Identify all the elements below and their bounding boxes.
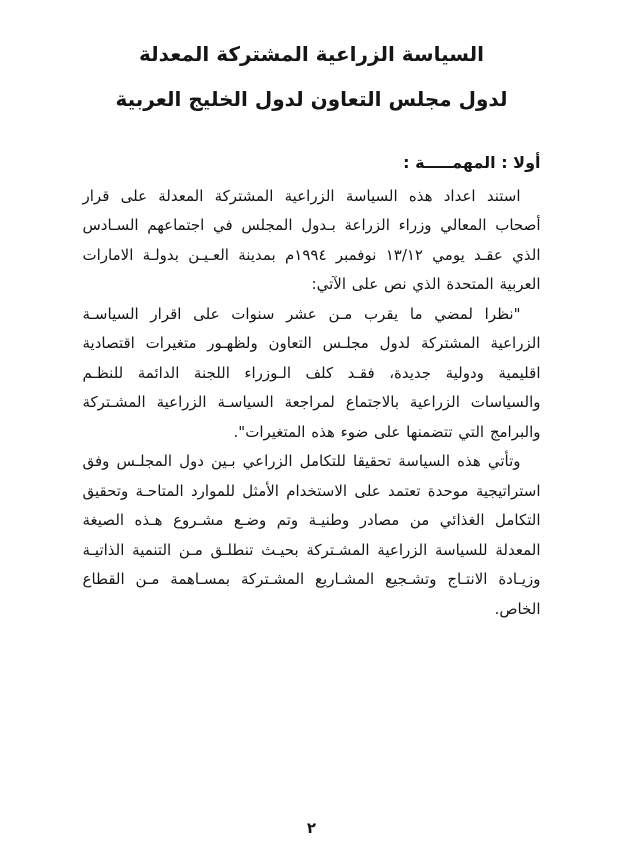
document-title [0, 0, 623, 122]
paragraph: استند اعداد هذه السياسة الزراعية المشتركة المعدلة على قرار أصحاب المعالي وزراء الزراعة بـدول المجلس في اجتماعهم السـادس الذي عقـد يومي ١٣/١٢ نوفمبر ١٩٩٤م بمدينة العـيـن بدولـة الامارات العربية المتحدة الذي نص على الآتي: [82, 186, 541, 293]
paragraph: وتأتي هذه السياسة تحقيقا للتكامل الزراعي بـين دول المجلـس وفق استراتيجية موحدة تعتمد على الاستخدام الأمثل للموارد المتاحـة وتحقيق التكامل الغذائي من مصادر وطنيـة وتم وضـع مشـروع هـذه الصيغة المعدلة للسياسة الزراعية المشـتركة بحيـث تنطلـق مـن التنمية الذاتيـة وزيـادة الانتـاج وتشـجيع المشـاريع المشـتركة بمسـاهمة مـن القطاع الخاص. [82, 452, 541, 618]
page-number: ٢ [306, 819, 317, 837]
title-line-1: السياسة الزراعية المشتركة المعدلة [139, 42, 484, 66]
title-line-2: لدول مجلس التعاون لدول الخليج العربية [115, 87, 508, 111]
document-body [83, 148, 541, 624]
paragraph: "نظرا لمضي ما يقرب مـن عشر سنوات على اقرار السياسـة الزراعية المشتركة لدول مجلـس التعاون ولظهـور متغيرات اقتصادية اقليمية ودولية جديدة، فقـد كلف الـوزراء اللجنة الدائمة للنظـم والسياسات الزراعية بالاجتماع لمراجعة السياسـة الزراعية المشـتركة والبرامج التي تتضمنها على ضوء هذه المتغيرات". [82, 304, 541, 441]
section-heading: أولا : المهمـــــة : [403, 153, 541, 172]
